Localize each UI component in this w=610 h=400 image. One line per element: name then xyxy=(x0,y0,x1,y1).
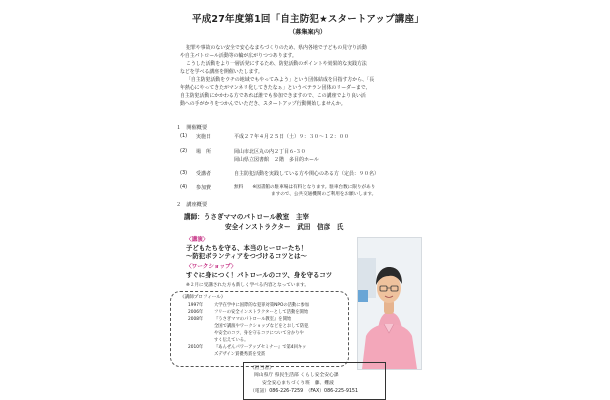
contact-office: 岡山県庁 県民生活部 くらし安全安心課 xyxy=(254,373,339,378)
intro-line: 自主防犯活動にかかわる方であれば誰でも参加できますので、この講座でより良い活 xyxy=(180,93,366,99)
row-label: 参加費 xyxy=(196,185,212,191)
profile-text: 『あんぜんパワーアップセミナー』で第4回キッ xyxy=(214,345,307,350)
flyer-title: 平成27年度第1回「自主防犯★スタートアップ講座」 xyxy=(192,14,424,25)
row-value: 自主防犯活動を実践している方や関心のある方（定員：９０名） xyxy=(234,171,380,177)
profile-text: 『うさぎママのパトロール教室』を開始 xyxy=(214,317,292,322)
intro-line: こうした活動をより一層活発にするため、防犯活動のポイントや効果的な実践方法 xyxy=(186,61,367,67)
flyer-subtitle: （募集案内） xyxy=(289,29,327,36)
profile-text: すく伝えている。 xyxy=(214,338,249,343)
contact-heading: 《担当者》 xyxy=(250,366,274,371)
row-value: 岡山県立図書館 ２階 多目的ホール xyxy=(234,157,319,163)
contact-team: 安全安心まちづくり班 藤、難波 xyxy=(262,381,334,386)
row-num: (4) xyxy=(180,184,188,190)
profile-text: 全国で講演やワークショップなどをとおして防犯 xyxy=(214,324,309,329)
lecture-label: 〈講演〉 xyxy=(186,237,209,243)
lecture-subtitle: ～防犯ボランティアをつづけるコツとは～ xyxy=(186,252,307,260)
intro-line: 年熱心にやってきたがマンネリ化してきたなぁ」というベテラン団体のリーダーまで、 xyxy=(180,85,371,91)
intro-line: や自主パトロール活動等の輪が広がりつつあります。 xyxy=(180,53,297,59)
profile-year: 1997年 xyxy=(188,303,204,308)
outline-heading: １ 開催概要 xyxy=(176,125,208,131)
profile-heading: 《講師プロフィール》 xyxy=(180,295,226,300)
profile-text: ズデザイン賞優秀賞を受賞 xyxy=(214,352,266,357)
profile-year: 2006年 xyxy=(188,310,204,315)
flyer-sheet xyxy=(150,0,465,400)
contact-phone: （電話）086-226-7259 （FAX）086-225-9151 xyxy=(250,389,359,394)
intro-line: 「自主防犯活動をウチの地域でもやってみよう」という団体結成を目指す方から、「長 xyxy=(186,77,375,83)
row-label: 受講者 xyxy=(196,171,212,177)
row-label: 実施日 xyxy=(196,134,212,140)
row-value: 平成２７年４月２５日（土）９：３０～１２：００ xyxy=(234,134,350,140)
attendance-note: ※２月に受講された方も新しく学べる内容となっています。 xyxy=(186,283,309,288)
intro-line: 動への手がかりをつかんでいただき、スタートアップ行動開始しませんか。 xyxy=(180,101,346,107)
row-num: (3) xyxy=(180,170,188,176)
lecturer-line: 講師：うさぎママのパトロール教室 主宰 xyxy=(184,213,310,221)
row-value: ますので、公共交通機関のご利用をお願いします。 xyxy=(271,192,377,197)
profile-text: や安全のコツ、身を守るコツについて分かりや xyxy=(214,331,304,336)
intro-line: 犯罪や事故のない安全で安心なまちづくりのため、県内各地で子どもの見守り活動 xyxy=(186,45,367,51)
workshop-title: すぐに身につく！パトロールのコツ、身を守るコツ xyxy=(186,271,333,279)
row-value: 岡山市北区丸の内２丁目６-３０ xyxy=(234,149,306,155)
workshop-label: 〈ワークショップ〉 xyxy=(186,264,237,270)
profile-year: 2010年 xyxy=(188,345,204,350)
profile-text: フリーの安全インストラクターとして活動を開始 xyxy=(214,310,309,315)
row-label: 場 所 xyxy=(196,149,212,155)
lecturer-photo xyxy=(357,237,422,370)
lecture-heading: ２ 講座概要 xyxy=(176,202,208,208)
lecturer-line: 安全インストラクター 武田 信彦 氏 xyxy=(225,223,344,231)
profile-text: 大学在学中に国際的な犯罪対策NPOの活動に参加 xyxy=(214,303,310,308)
intro-line: などを学べる講座を開催いたします。 xyxy=(180,69,263,75)
row-num: (2) xyxy=(180,148,188,154)
row-value: 無料 ※図書館の駐車場は有料となります。駐車台数に限りがあり xyxy=(234,185,376,190)
profile-year: 2008年 xyxy=(188,317,204,322)
row-num: (1) xyxy=(180,133,188,139)
lecturer-photo-illustration xyxy=(358,238,421,369)
lecture-title: 子どもたちを守る、本当のヒーローたち！ xyxy=(186,244,308,252)
